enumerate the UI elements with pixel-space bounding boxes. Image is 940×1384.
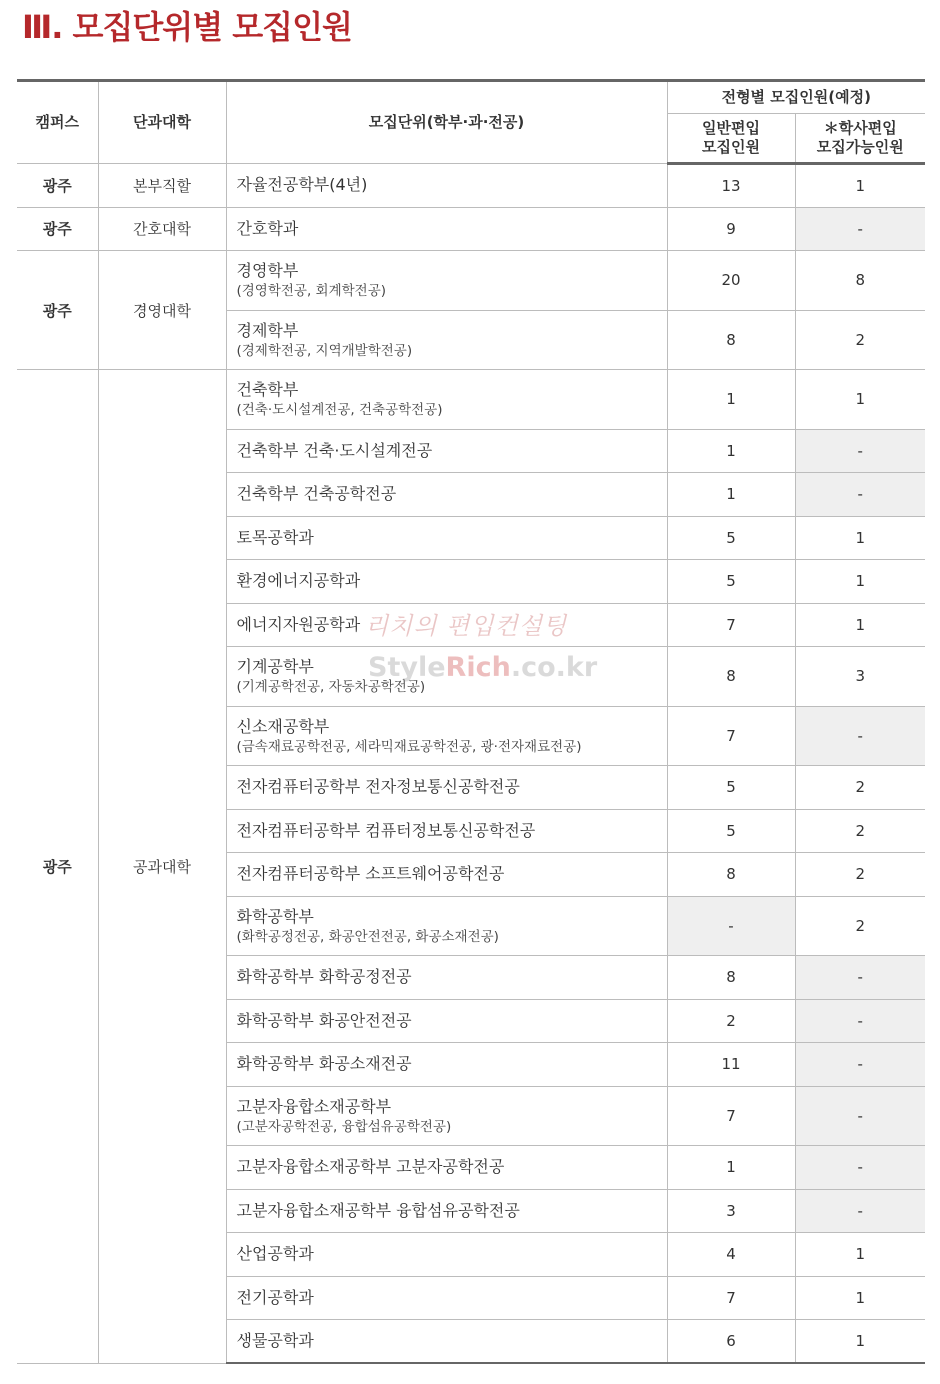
bachelor-count-cell: 1: [795, 370, 925, 430]
campus-cell: 광주: [17, 164, 98, 208]
bachelor-count-cell: 1: [795, 560, 925, 604]
general-count-cell: 6: [667, 1320, 795, 1364]
unit-majors: (건축·도시설계전공, 건축공학전공): [236, 402, 443, 419]
general-count-cell: 8: [667, 647, 795, 707]
unit-cell: [226, 853, 667, 897]
unit-cell: [226, 473, 667, 517]
unit-name: 화학공학부 화학공정전공: [236, 967, 412, 987]
college-cell: 경영대학: [98, 251, 226, 370]
bachelor-count-cell: -: [795, 1189, 925, 1233]
unit-name: 간호학과: [236, 218, 299, 238]
header-college: 단과대학: [98, 81, 226, 164]
bachelor-count-cell: 1: [795, 1320, 925, 1364]
unit-majors: (경영학전공, 회계학전공): [236, 283, 387, 300]
unit-name: 전자컴퓨터공학부 전자정보통신공학전공: [236, 777, 520, 797]
unit-cell: [226, 164, 667, 208]
unit-cell: [226, 1233, 667, 1277]
unit-name: 자율전공학부(4년): [236, 175, 368, 195]
table-row: [17, 164, 925, 208]
table-row: [17, 251, 925, 311]
general-count-cell: 5: [667, 766, 795, 810]
table-body: [17, 164, 925, 1364]
unit-cell: [226, 809, 667, 853]
header-recruit-group: 전형별 모집인원(예정): [667, 81, 925, 114]
general-count-cell: 8: [667, 853, 795, 897]
unit-name: 전자컴퓨터공학부 소프트웨어공학전공: [236, 864, 505, 884]
bachelor-count-cell: 2: [795, 853, 925, 897]
unit-cell: [226, 370, 667, 430]
bachelor-count-cell: 1: [795, 1276, 925, 1320]
general-count-cell: 9: [667, 207, 795, 251]
bachelor-count-cell: -: [795, 1146, 925, 1190]
unit-name: 산업공학과: [236, 1244, 314, 1264]
unit-name: 고분자융합소재공학부 융합섬유공학전공: [236, 1200, 520, 1220]
unit-name: 건축학부 건축공학전공: [236, 484, 397, 504]
watermark-url: StyleRich.co.kr: [368, 652, 598, 683]
unit-name: 고분자융합소재공학부 고분자공학전공: [236, 1157, 505, 1177]
general-count-cell: 5: [667, 516, 795, 560]
unit-name: 기계공학부: [236, 657, 314, 677]
general-count-cell: 4: [667, 1233, 795, 1277]
unit-cell: [226, 603, 667, 647]
unit-majors: (경제학전공, 지역개발학전공): [236, 342, 413, 359]
unit-name: 건축학부 건축·도시설계전공: [236, 440, 433, 460]
header-bachelor-transfer: ＊학사편입 모집가능인원: [795, 114, 925, 164]
general-count-cell: 8: [667, 956, 795, 1000]
general-count-cell: 1: [667, 429, 795, 473]
general-count-cell: 20: [667, 251, 795, 311]
unit-name: 고분자융합소재공학부: [236, 1096, 392, 1116]
campus-cell: 광주: [17, 370, 98, 1364]
unit-name: 전자컴퓨터공학부 컴퓨터정보통신공학전공: [236, 820, 536, 840]
unit-cell: [226, 560, 667, 604]
bachelor-count-cell: -: [795, 1086, 925, 1146]
unit-cell: [226, 956, 667, 1000]
unit-cell: [226, 647, 667, 707]
general-count-cell: 7: [667, 706, 795, 766]
general-count-cell: 7: [667, 1086, 795, 1146]
unit-cell: [226, 999, 667, 1043]
unit-name: 화학공학부 화공안전전공: [236, 1010, 412, 1030]
bachelor-count-cell: 2: [795, 310, 925, 370]
campus-cell: 광주: [17, 251, 98, 370]
header-general-transfer: 일반편입 모집인원: [667, 114, 795, 164]
unit-cell: [226, 207, 667, 251]
table-row: [17, 370, 925, 430]
general-count-cell: -: [667, 896, 795, 956]
general-count-cell: 11: [667, 1043, 795, 1087]
general-count-cell: 7: [667, 1276, 795, 1320]
unit-name: 화학공학부 화공소재전공: [236, 1054, 412, 1074]
bachelor-count-cell: 2: [795, 766, 925, 810]
bachelor-count-cell: -: [795, 429, 925, 473]
general-count-cell: 1: [667, 473, 795, 517]
unit-name: 경영학부: [236, 261, 299, 281]
general-count-cell: 3: [667, 1189, 795, 1233]
general-count-cell: 5: [667, 560, 795, 604]
bachelor-count-cell: -: [795, 1043, 925, 1087]
bachelor-count-cell: -: [795, 999, 925, 1043]
unit-majors: (기계공학전공, 자동차공학전공): [236, 679, 426, 696]
bachelor-count-cell: 1: [795, 164, 925, 208]
unit-cell: [226, 1320, 667, 1364]
unit-cell: [226, 429, 667, 473]
general-count-cell: 5: [667, 809, 795, 853]
unit-name: 생물공학과: [236, 1331, 314, 1350]
bachelor-count-cell: 1: [795, 1233, 925, 1277]
unit-name: 토목공학과: [236, 527, 314, 547]
watermark-text: 리치의 편입컨설팅: [365, 612, 568, 640]
bachelor-count-cell: -: [795, 706, 925, 766]
general-count-cell: 2: [667, 999, 795, 1043]
unit-cell: [226, 1276, 667, 1320]
unit-majors: (화학공정전공, 화공안전전공, 화공소재전공): [236, 928, 499, 945]
unit-name: 신소재공학부: [236, 716, 330, 736]
header-unit: 모집단위(학부·과·전공): [226, 81, 667, 164]
general-count-cell: 13: [667, 164, 795, 208]
unit-majors: (고분자공학전공, 융합섬유공학전공): [236, 1118, 452, 1135]
bachelor-count-cell: 1: [795, 516, 925, 560]
unit-cell: [226, 706, 667, 766]
college-cell: 간호대학: [98, 207, 226, 251]
unit-cell: [226, 1043, 667, 1087]
unit-cell: [226, 251, 667, 311]
unit-cell: [226, 766, 667, 810]
unit-cell: [226, 1086, 667, 1146]
college-cell: 공과대학: [98, 370, 226, 1364]
unit-majors: (금속재료공학전공, 세라믹재료공학전공, 광·전자재료전공): [236, 738, 582, 755]
bachelor-count-cell: 8: [795, 251, 925, 311]
general-count-cell: 8: [667, 310, 795, 370]
recruitment-table: [17, 79, 925, 1364]
unit-cell: [226, 1146, 667, 1190]
unit-name: 화학공학부: [236, 906, 314, 926]
bachelor-count-cell: -: [795, 956, 925, 1000]
bachelor-count-cell: -: [795, 473, 925, 517]
general-count-cell: 7: [667, 603, 795, 647]
unit-name: 경제학부: [236, 320, 299, 340]
bachelor-count-cell: 1: [795, 603, 925, 647]
header-campus: 캠퍼스: [17, 81, 98, 164]
general-count-cell: 1: [667, 1146, 795, 1190]
bachelor-count-cell: 2: [795, 896, 925, 956]
general-count-cell: 1: [667, 370, 795, 430]
unit-cell: [226, 310, 667, 370]
table-row: [17, 207, 925, 251]
unit-name: 건축학부: [236, 380, 299, 400]
bachelor-count-cell: 3: [795, 647, 925, 707]
bachelor-count-cell: 2: [795, 809, 925, 853]
unit-name: 환경에너지공학과: [236, 571, 361, 591]
unit-name: 에너지자원공학과: [236, 614, 361, 634]
unit-name: 전기공학과: [236, 1287, 314, 1307]
bachelor-count-cell: -: [795, 207, 925, 251]
campus-cell: 광주: [17, 207, 98, 251]
unit-cell: [226, 516, 667, 560]
page-title: Ⅲ. 모집단위별 모집인원: [22, 8, 352, 46]
unit-cell: [226, 896, 667, 956]
unit-cell: [226, 1189, 667, 1233]
college-cell: 본부직할: [98, 164, 226, 208]
